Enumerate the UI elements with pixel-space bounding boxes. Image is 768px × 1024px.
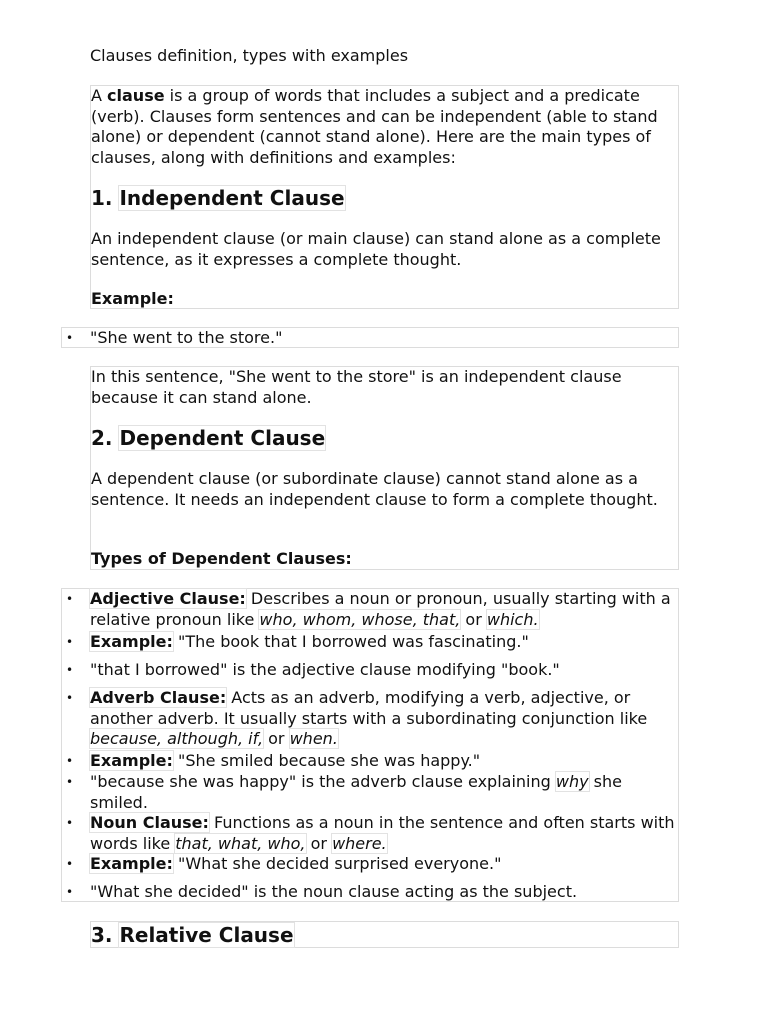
independent-clause-definition: An independent clause (or main clause) can stand alone as a complete sentence, as it expresses a complete thought. — [91, 229, 661, 269]
dependent-clause-definition: A dependent clause (or subordinate clause) cannot stand alone as a sentence. It needs an independent clause to form a complete thought. — [91, 469, 658, 509]
example-label: Example: — [91, 289, 174, 308]
document-title: Clauses definition, types with examples — [90, 46, 409, 65]
heading-dependent-clause: 2. Dependent Clause — [91, 426, 326, 450]
independent-example-block: • "She went to the store." — [61, 327, 679, 348]
relative-clause-block — [90, 921, 679, 948]
intro-paragraph: A clause is a group of words that includes a subject and a predicate (verb). Clauses form sentences and can be independent (able to stand alone) or dependent (cannot stand alone). Here are the main types of clauses, along with definitions and examples: — [91, 86, 658, 167]
independent-explanation: In this sentence, "She went to the store" is an independent clause because it can stand alone. — [91, 367, 622, 407]
types-label: Types of Dependent Clauses: — [91, 549, 352, 568]
heading-relative-clause: 3. Relative Clause — [91, 923, 294, 947]
heading-independent-clause: 1. Independent Clause — [91, 186, 345, 210]
intro-section-block — [90, 85, 679, 309]
dependent-section-block — [90, 366, 679, 570]
dependent-types-list: • Adjective Clause: Describes a noun or pronoun, usually starting with a relative pronoun like who, whom, whose, that, or which. • Example: "The book that I borrowed was fascinating." • "that I borrowed" is the adjective clause modifying "book." • Adverb Clause: Acts as an adverb, modifying a verb, adjective, or another adverb. It usually starts with a subordinating conjunction like because, although, if, or when. • Example: "She smiled because she was happy." • "because she was happy" is the adverb clause explaining why she smiled. • Noun Clause: Functions as a noun in the sentence and often starts with words like that, what, who, or where. • Example: "What she decided surprised everyone." • "What she decided" is the noun clause acting as the subject. — [61, 588, 679, 902]
clause-term: clause — [107, 86, 165, 105]
